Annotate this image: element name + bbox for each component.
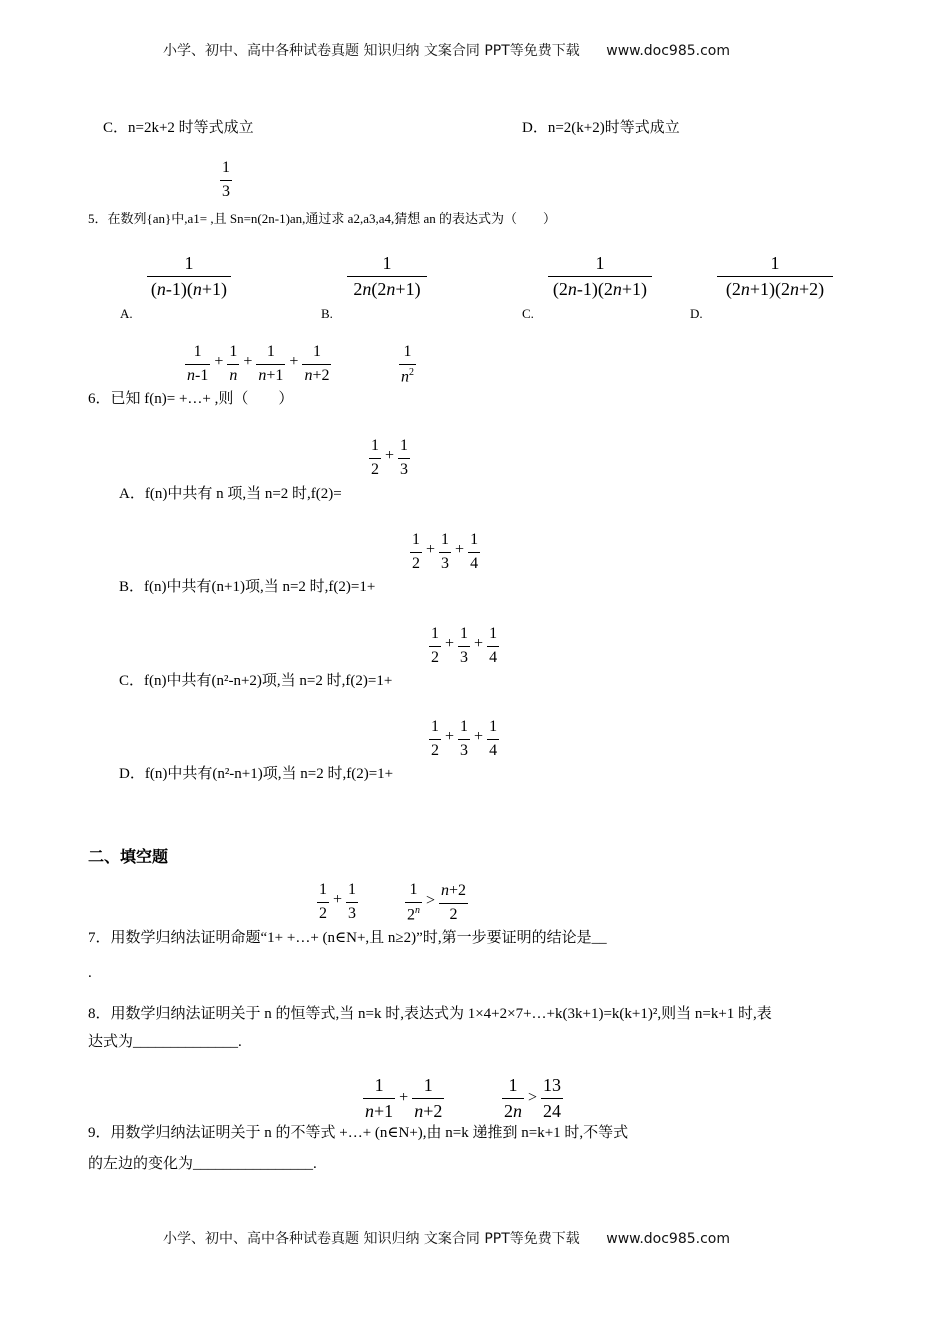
q6-stem: 6．已知 f(n)= +…+ ,则（ ）	[88, 391, 294, 407]
q6-option-a: A．f(n)中共有 n 项,当 n=2 时,f(2)=	[119, 486, 342, 502]
q6-option-b: B．f(n)中共有(n+1)项,当 n=2 时,f(2)=1+	[119, 579, 376, 595]
q6-last-term: 1 $n^2$	[401, 343, 414, 386]
q7-tail: .	[88, 965, 92, 981]
q9-expression-1: 1 n+1 + 1 n+2	[365, 1075, 443, 1121]
q6-option-c: C．f(n)中共有(n²-n+2)项,当 n=2 时,f(2)=1+	[119, 673, 393, 689]
q7-stem: 7．用数学归纳法证明命题“1+ +…+ (n∈N+,且 n≥2)”时,第一步要证明的结论是__	[88, 930, 607, 946]
q6-option-a-value: 1 2 + 1 3	[371, 437, 409, 478]
q6-option-c-value: 1 2 + 1 3 + 1 4	[431, 625, 498, 666]
q6-option-d-value: 1 2 + 1 3 + 1 4	[431, 718, 498, 759]
q5-option-d-label: D.	[690, 306, 703, 321]
q9-line-2: 的左边的变化为________________.	[88, 1156, 317, 1172]
q5-option-b-label: B.	[321, 306, 333, 321]
q8-line-2: 达式为______________.	[88, 1034, 242, 1050]
q5-option-a-fraction: 1 (n-1)(n+1)	[146, 254, 232, 299]
q5-option-c-label: C.	[522, 306, 534, 321]
q5-option-d-fraction: 1 (2n+1)(2n+2)	[716, 254, 834, 299]
q6-option-d: D．f(n)中共有(n²-n+1)项,当 n=2 时,f(2)=1+	[119, 766, 394, 782]
q5-option-b-fraction: 1 2n(2n+1)	[346, 254, 428, 299]
page-footer	[163, 1232, 730, 1246]
q8-line-1: 8．用数学归纳法证明关于 n 的恒等式,当 n=k 时,表达式为 1×4+2×7+…+k(3k+1)=k(k+1)²,则当 n=k+1 时,表	[88, 1006, 772, 1022]
header-site: www.doc985.com	[606, 43, 730, 59]
header-text: 小学、初中、高中各种试卷真题 知识归纳 文案合同 PPT等免费下载	[163, 43, 580, 59]
q5-option-a-label: A.	[120, 306, 133, 321]
q5-stem: 5．在数列{an}中,a1= ,且 Sn=n(2n-1)an,通过求 a2,a3,a4,猜想 an 的表达式为（ ）	[88, 211, 557, 226]
footer-site: www.doc985.com	[606, 1231, 730, 1247]
q7-expression-2: 1 $2^n$ > n+2 2	[407, 881, 467, 924]
page-header	[163, 44, 730, 58]
q7-expression-1: 1 2 + 1 3	[319, 881, 357, 922]
q9-expression-2: 1 2n > 13 24	[504, 1075, 562, 1121]
q6-option-b-value: 1 2 + 1 3 + 1 4	[412, 531, 479, 572]
q9-line-1: 9．用数学归纳法证明关于 n 的不等式 +…+ (n∈N+),由 n=k 递推到 n=k+1 时,不等式	[88, 1125, 629, 1141]
q5-option-c-fraction: 1 (2n-1)(2n+1)	[547, 254, 653, 299]
q5-given-fraction: 1 3	[222, 159, 230, 200]
section-title-fill-blank: 二、填空题	[88, 847, 169, 866]
q4-option-c: C．n=2k+2 时等式成立	[103, 120, 254, 136]
footer-text: 小学、初中、高中各种试卷真题 知识归纳 文案合同 PPT等免费下载	[163, 1231, 580, 1247]
q4-option-d: D．n=2(k+2)时等式成立	[522, 120, 680, 136]
q6-expression: 1 n-1 + 1 n + 1 n+1 + 1 n+2	[187, 343, 330, 384]
